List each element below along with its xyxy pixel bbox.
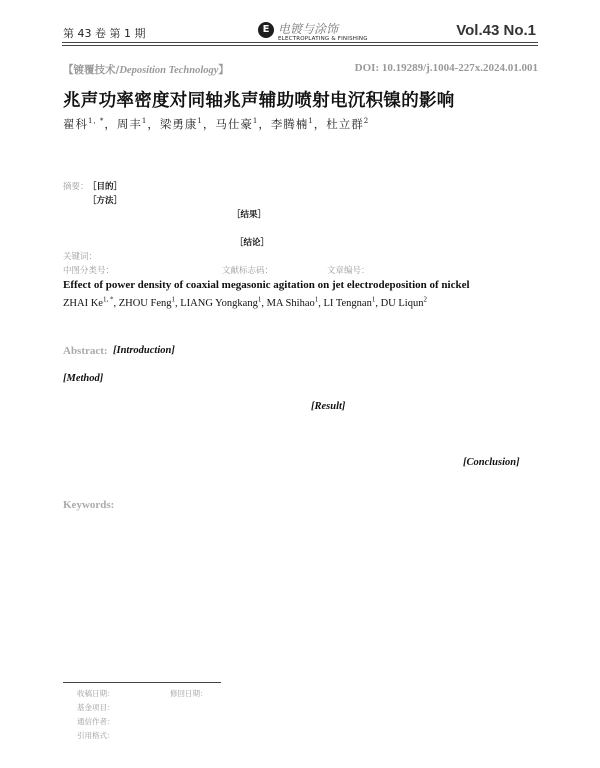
abstract-en-result: [Result] [311,401,346,412]
title-en: Effect of power density of coaxial megasonic agitation on jet electrodeposition of nickel [63,279,470,291]
journal-logo-icon: E [258,22,274,38]
author-name: 翟科 [63,117,88,131]
citation-format-label: 引用格式： [77,731,115,740]
title-cn: 兆声功率密度对同轴兆声辅助喷射电沉积镍的影响 [63,91,455,111]
author-affiliation: 1 [171,295,175,304]
author-affiliation: 1 [308,117,314,126]
column-close: 】 [218,64,229,76]
author-name: 李腾楠 [270,117,309,131]
doi[interactable]: DOI: 10.19289/j.1004-227x.2024.01.001 [354,62,538,74]
author-name: 梁勇康 [159,117,198,131]
author-affiliation: 1 [197,117,203,126]
volume-number: Vol.43 No.1 [456,22,536,39]
abstract-cn-method: ［方法］ [88,196,123,206]
author-name: 周丰 [116,117,142,131]
journal-logo-cn: 电镀与涂饰 [278,22,339,36]
authors-cn: 翟科$^{1, *}$，周丰$^1$，梁勇康$^1$，马仕豪$^1$，李腾楠$^1$，杜立群$^2$ [63,117,370,131]
author-name: LIANG Yongkang [180,298,258,309]
author-affiliation: 1 [141,117,148,126]
author-affiliation: 2 [423,295,427,304]
author-affiliation: 1 [371,295,376,304]
author-affiliation: 1, * [102,295,114,304]
author-name: DU Liqun [380,298,424,309]
abstract-cn-result: ［结果］ [232,210,267,220]
keywords-cn-label: 关键词： [63,252,98,262]
fund-project-label: 基金项目： [77,703,115,712]
abstract-en-label: Abstract: [63,345,108,357]
author-affiliation: 1, * [88,117,105,126]
revised-date-label: 修回日期： [170,689,208,698]
author-affiliation: 2 [363,117,370,126]
author-name: 杜立群 [326,117,364,131]
article-number-label: 文章编号： [327,266,370,276]
abstract-en-introduction: [Introduction] [113,345,175,356]
author-name: ZHOU Feng [118,298,172,309]
author-affiliation: 1 [314,295,319,304]
column-cn: 【镀覆技术/ [63,64,120,76]
authors-en: ZHAI $Ke^{1, *}$, ZHOU Feng$^1$, LIANG Yongkang$^1$, MA Shihao$^1$, LI Tengnan$^1$, DU Liqun$^2$ [63,295,427,309]
column-en: Deposition Technology [119,65,219,76]
author-name: LI Tengnan [323,298,372,309]
abstract-cn-intro: ［目的］ [88,182,123,192]
abstract-cn-label: 摘要： [63,182,89,192]
author-name: MA Shihao [266,298,315,309]
author-name: 马仕豪 [215,117,253,131]
footnote-rule [63,682,221,683]
abstract-cn-conclusion: ［结论］ [235,238,270,248]
journal-issue: 第 43 卷 第 1 期 [63,27,146,40]
received-date-label: 收稿日期： [77,689,115,698]
keywords-en-label: Keywords: [63,499,115,511]
author-affiliation: 1 [257,295,262,304]
author-name: ZHAI Ke [63,298,103,309]
author-affiliation: 1 [252,117,259,126]
abstract-en-method: [Method] [63,373,104,384]
clc-number-label: 中图分类号： [63,266,115,276]
header-rule [62,42,538,43]
abstract-en-conclusion: [Conclusion] [463,457,520,468]
journal-logo-en: ELECTROPLATING & FINISHING [278,36,368,42]
header-rule-thin [62,45,538,46]
column-category [63,62,229,77]
document-code-label: 文献标志码： [222,266,274,276]
corresponding-author-label: 通信作者： [77,717,115,726]
